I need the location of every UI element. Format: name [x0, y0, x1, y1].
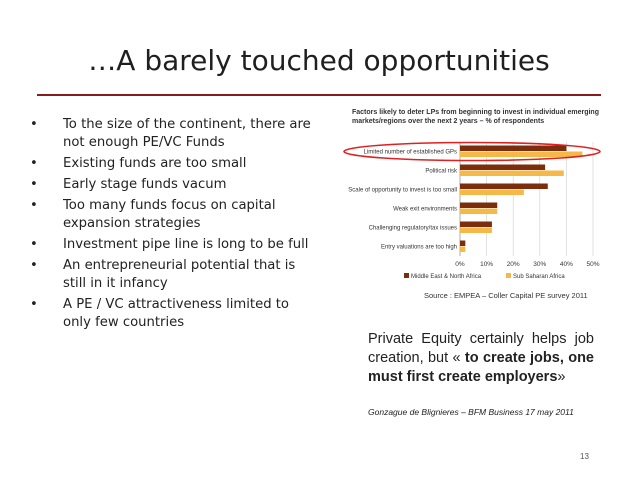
bullet-item — [30, 155, 320, 173]
bar — [460, 203, 497, 209]
bullet-text: Too many funds focus on capital expansion strategies — [63, 198, 276, 231]
bar — [460, 146, 566, 152]
bar — [460, 228, 492, 234]
bullet-list — [30, 116, 320, 335]
chart-source: Source : EMPEA – Coller Capital PE survey 2011 — [424, 291, 588, 300]
bullet-dot-icon: • — [30, 258, 38, 273]
category-label: Entry valuations are too high — [380, 244, 457, 251]
legend-label: Middle East & North Africa — [411, 274, 482, 280]
bullet-dot-icon: • — [30, 198, 38, 213]
bar — [460, 209, 497, 215]
bullet-item — [30, 236, 320, 254]
category-label: Limited number of established GPs — [363, 149, 457, 156]
bullet-text: To the size of the continent, there are not enough PE/VC Funds — [63, 117, 311, 150]
chart-title: Factors likely to deter LPs from beginning to invest in individual emerging markets/regions over the next 2 years – % of respondents — [352, 109, 599, 125]
page-number: 13 — [580, 452, 589, 461]
quote-prefix: Private Equity certainly helps job creation, but « — [368, 331, 594, 366]
x-tick-label: 40% — [559, 261, 573, 268]
bullet-text: A PE / VC attractiveness limited to only few countries — [63, 297, 290, 330]
quote-emphasis: to create jobs, one must first create employers — [368, 350, 594, 385]
legend-swatch — [404, 273, 409, 278]
x-tick-label: 50% — [586, 261, 600, 268]
x-tick-label: 30% — [533, 261, 547, 268]
x-tick-label: 20% — [506, 261, 520, 268]
bullet-dot-icon: • — [30, 156, 38, 171]
quote-text — [368, 330, 594, 387]
bullet-item — [30, 296, 320, 332]
bullet-dot-icon: • — [30, 297, 38, 312]
bullet-dot-icon: • — [30, 117, 38, 132]
x-tick-label: 10% — [480, 261, 494, 268]
legend-swatch — [506, 273, 511, 278]
x-tick-label: 0% — [455, 261, 465, 268]
bar — [460, 241, 465, 247]
slide-title: …A barely touched opportunities — [88, 44, 550, 77]
bar-chart — [306, 138, 606, 290]
legend-label: Sub Saharan Africa — [513, 274, 565, 280]
bullet-item — [30, 116, 320, 152]
bullet-item — [30, 197, 320, 233]
title-divider — [37, 94, 601, 96]
bullet-item — [30, 257, 320, 293]
category-label: Scale of opportunity to invest is too small — [348, 187, 457, 194]
bullet-text: Early stage funds vacum — [63, 177, 227, 192]
quote-suffix: » — [557, 369, 566, 385]
bar — [460, 222, 492, 228]
bullet-text: Investment pipe line is long to be full — [63, 237, 309, 252]
bullet-dot-icon: • — [30, 237, 38, 252]
bar — [460, 171, 564, 177]
bar — [460, 247, 465, 253]
bar — [460, 184, 548, 190]
bullet-item — [30, 176, 320, 194]
category-label: Political risk — [425, 168, 457, 175]
bar — [460, 190, 524, 196]
category-label: Weak exit environments — [393, 206, 457, 213]
bar — [460, 165, 545, 171]
category-label: Challenging regulatory/tax issues — [368, 225, 457, 232]
bullet-text: An entrepreneurial potential that is still in it infancy — [63, 258, 296, 291]
bullet-text: Existing funds are too small — [63, 156, 247, 171]
bullet-dot-icon: • — [30, 177, 38, 192]
bar — [460, 152, 582, 158]
quote-attribution: Gonzague de Blignieres – BFM Business 17 may 2011 — [368, 407, 574, 417]
